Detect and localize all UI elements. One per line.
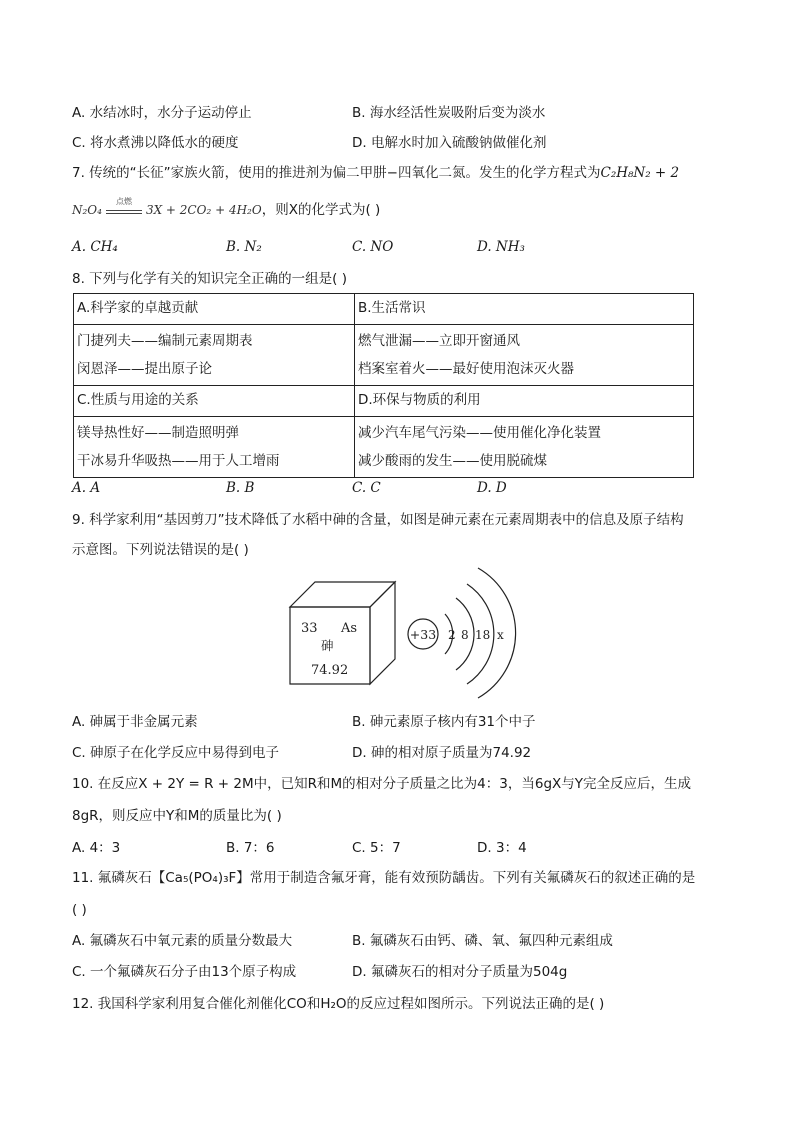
q9-option-c: C. 砷原子在化学反应中易得到电子 bbox=[72, 745, 280, 761]
q10-option-b: B. 7：6 bbox=[226, 840, 275, 856]
q9-stem-1: 9. 科学家利用“基因剪刀”技术降低了水稻中砷的含量，如图是砷元素在元素周期表中的信息及原子结构 bbox=[72, 512, 684, 528]
q10-option-c: C. 5：7 bbox=[352, 840, 401, 856]
q8-cell-d bbox=[355, 417, 694, 478]
q7-stem bbox=[72, 163, 679, 183]
q8-stem: 8. 下列与化学有关的知识完全正确的一组是( ) bbox=[72, 271, 347, 287]
shell-4-electrons: x bbox=[497, 628, 504, 642]
q10-option-d: D. 3：4 bbox=[477, 840, 527, 856]
q7-eq-start: C₂H₈N₂ + 2 bbox=[600, 165, 680, 181]
q7-option-d: D. NH₃ bbox=[477, 239, 525, 255]
q8-head-a: A.科学家的卓越贡献 bbox=[74, 294, 355, 325]
q10-stem-2: 8gR，则反应中Y和M的质量比为( ) bbox=[72, 808, 282, 824]
q6-option-a: A. 水结冰时，水分子运动停止 bbox=[72, 105, 252, 121]
shell-3-electrons: 18 bbox=[475, 628, 491, 642]
q8-option-b: B. B bbox=[226, 480, 255, 496]
q8-b-line-1: 燃气泄漏——立即开窗通风 bbox=[358, 333, 520, 349]
q8-cell-c bbox=[74, 417, 355, 478]
q12-stem: 12. 我国科学家利用复合催化剂催化CO和H₂O的反应过程如图所示。下列说法正确的是( ) bbox=[72, 996, 605, 1012]
q9-option-b: B. 砷元素原子核内有31个中子 bbox=[352, 714, 536, 730]
q6-option-b: B. 海水经活性炭吸附后变为淡水 bbox=[352, 105, 546, 121]
q11-option-c: C. 一个氟磷灰石分子由13个原子构成 bbox=[72, 964, 297, 980]
q8-option-a: A. A bbox=[72, 480, 101, 496]
q7-eq-rest: 3X + 2CO₂ + 4H₂O bbox=[145, 203, 262, 217]
q8-d-line-2: 减少酸雨的发生——使用脱硫煤 bbox=[358, 453, 547, 469]
reaction-arrow bbox=[106, 196, 142, 214]
q8-d-line-1: 减少汽车尾气污染——使用催化净化装置 bbox=[358, 425, 601, 441]
q8-head-d: D.环保与物质的利用 bbox=[355, 386, 694, 417]
q10-stem-1: 10. 在反应X + 2Y = R + 2M中，已知R和M的相对分子质量之比为4：3，当6gX与Y完全反应后，生成 bbox=[72, 776, 692, 792]
q8-knowledge-table bbox=[73, 293, 694, 478]
q11-stem-2: ( ) bbox=[72, 902, 87, 918]
nucleus-charge: +33 bbox=[409, 627, 437, 642]
q7-eq-line2: N₂O₄ bbox=[72, 203, 102, 217]
q8-option-d: D. D bbox=[477, 480, 507, 496]
q8-a-line-1: 门捷列夫——编制元素周期表 bbox=[77, 333, 253, 349]
q9-stem-2: 示意图。下列说法错误的是( ) bbox=[72, 542, 249, 558]
shell-2-electrons: 8 bbox=[461, 628, 469, 642]
q7-text2: ，则X的化学式为( ) bbox=[261, 202, 381, 218]
element-name: 砷 bbox=[321, 638, 334, 653]
q11-stem-1: 11. 氟磷灰石【Ca₅(PO₄)₃F】常用于制造含氟牙膏，能有效预防龋齿。下列有关氟磷灰石的叙述正确的是 bbox=[72, 870, 696, 886]
q7-option-b: B. N₂ bbox=[226, 239, 262, 255]
q9-option-a: A. 砷属于非金属元素 bbox=[72, 714, 198, 730]
q7-text1: 7. 传统的“长征”家族火箭，使用的推进剂为偏二甲肼−四氧化二氮。发生的化学方程式为 bbox=[72, 165, 601, 181]
q6-option-d: D. 电解水时加入硫酸钠做催化剂 bbox=[352, 135, 547, 151]
q7-option-c: C. NO bbox=[352, 239, 394, 255]
q8-option-c: C. C bbox=[352, 480, 381, 496]
q10-option-a: A. 4：3 bbox=[72, 840, 121, 856]
q8-c-line-2: 干冰易升华吸热——用于人工增雨 bbox=[77, 453, 280, 469]
q11-option-a: A. 氟磷灰石中氧元素的质量分数最大 bbox=[72, 933, 293, 949]
shell-1-electrons: 2 bbox=[448, 628, 456, 642]
element-mass: 74.92 bbox=[311, 663, 349, 678]
q8-head-c: C.性质与用途的关系 bbox=[74, 386, 355, 417]
element-number: 33 bbox=[301, 621, 318, 636]
arsenic-figure bbox=[285, 562, 520, 702]
element-symbol: As bbox=[341, 621, 358, 636]
q7-condition: 点燃 bbox=[115, 196, 132, 206]
q11-option-d: D. 氟磷灰石的相对分子质量为504g bbox=[352, 964, 568, 980]
q8-c-line-1: 镁导热性好——制造照明弹 bbox=[77, 425, 239, 441]
q8-head-b: B.生活常识 bbox=[355, 294, 694, 325]
q7-equation-line bbox=[72, 196, 381, 220]
q6-option-c: C. 将水煮沸以降低水的硬度 bbox=[72, 135, 239, 151]
q11-option-b: B. 氟磷灰石由钙、磷、氧、氟四种元素组成 bbox=[352, 933, 613, 949]
q7-option-a: A. CH₄ bbox=[72, 239, 118, 255]
q9-option-d: D. 砷的相对原子质量为74.92 bbox=[352, 745, 532, 761]
q8-b-line-2: 档案室着火——最好使用泡沫灭火器 bbox=[358, 361, 574, 377]
q8-cell-a bbox=[74, 325, 355, 386]
atom-structure bbox=[408, 568, 516, 698]
q8-cell-b bbox=[355, 325, 694, 386]
q8-a-line-2: 闵恩泽——提出原子论 bbox=[77, 361, 212, 377]
